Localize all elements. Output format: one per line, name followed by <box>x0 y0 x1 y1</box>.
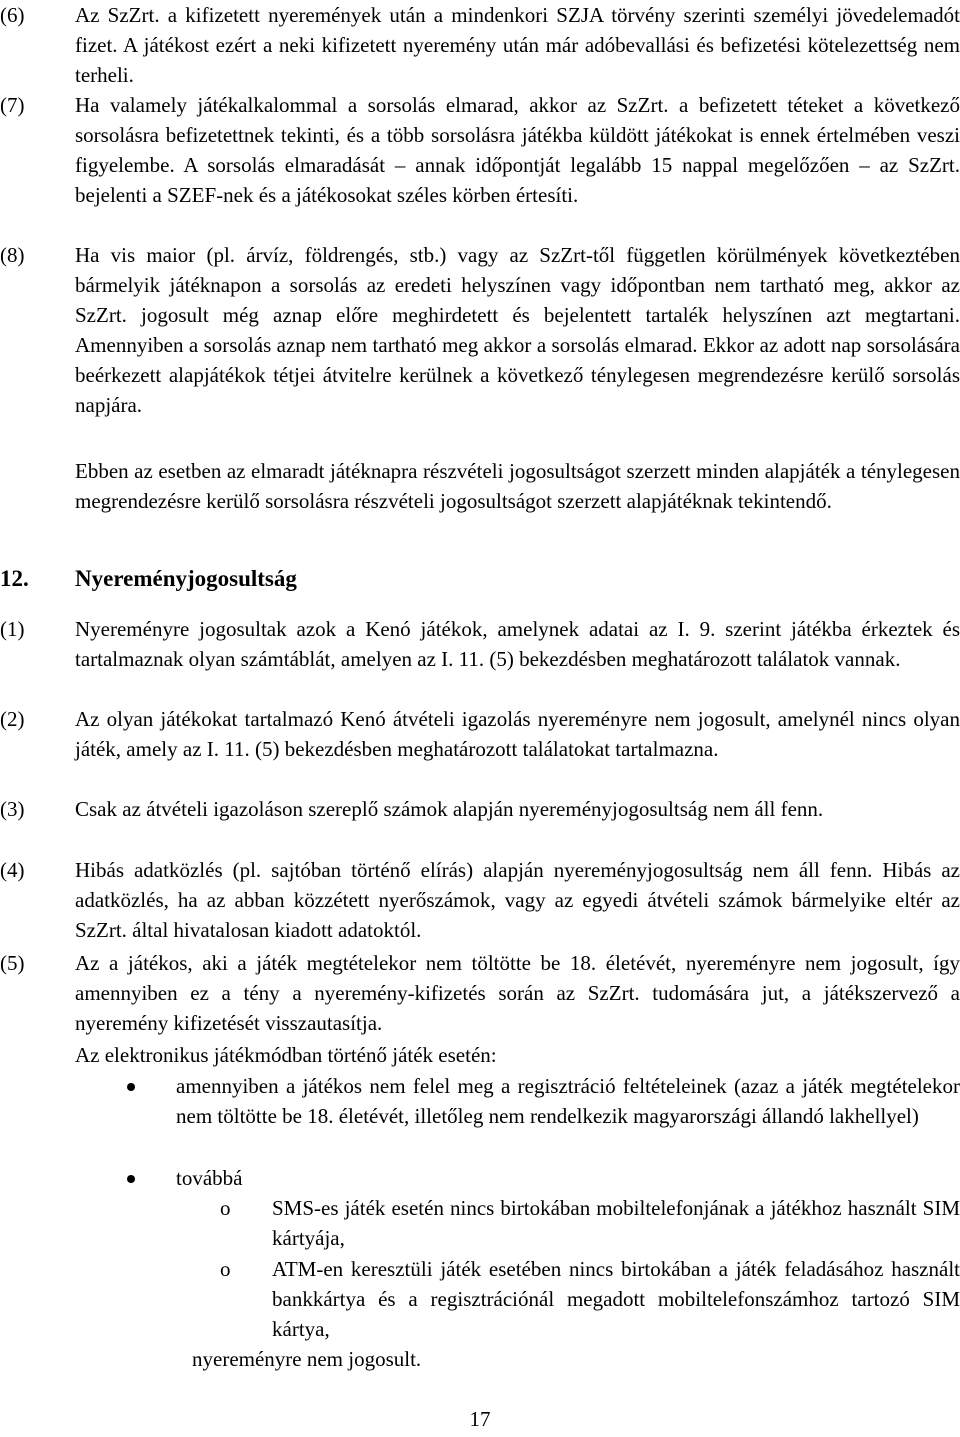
paragraph-6 <box>0 0 960 90</box>
section-paragraph-2 <box>0 704 960 764</box>
bullet-text: amennyiben a játékos nem felel meg a regisztráció feltételeinek (azaz a játék megtételekor nem töltötte be 18. életévét, illetőleg nem rendelkezik magyarországi állandó lakhellyel) <box>176 1074 960 1128</box>
paragraph-text: Az SzZrt. a kifizetett nyeremények után a mindenkori SZJA törvény szerinti személyi jövedelemadót fizet. A játékost ezért a neki kifizetett nyeremény után már adóbevallási és befizetési kötelezettség nem terheli. <box>75 3 960 87</box>
section-paragraph-3 <box>0 794 960 824</box>
paragraph-text: Hibás adatközlés (pl. sajtóban történő elírás) alapján nyereményjogosultság nem áll fenn. Hibás az adatközlés, ha az abban közzétett nyerőszámok, vagy az egyedi átvételi számok bármelyike eltér az SzZrt. által hivatalosan kiadott adatoktól. <box>75 858 960 942</box>
sub-list-marker: o <box>220 1196 231 1220</box>
paragraph-number: (4) <box>0 858 25 882</box>
sub-list-item <box>0 1193 960 1253</box>
paragraph-text: Ha valamely játékalkalommal a sorsolás elmarad, akkor az SzZrt. a befizetett téteket a következő sorsolásra befizetettnek tekinti, és a több sorsolásra játékba küldött játékokat is ennek értelmében veszi figyelembe. A sorsolás elmaradását – annak időpontját legalább 15 nappal megelőzően – az SzZrt. bejelenti a SZEF-nek és a játékosokat széles körben értesíti. <box>75 93 960 207</box>
bullet-icon <box>127 1175 135 1183</box>
bullet-icon <box>127 1083 135 1091</box>
bullet-text: továbbá <box>176 1166 243 1190</box>
sub-list-text: SMS-es játék esetén nincs birtokában mobiltelefonjának a játékhoz használt SIM kártyája, <box>272 1196 960 1250</box>
bullet-item <box>0 1163 960 1193</box>
paragraph-number: (7) <box>0 93 25 117</box>
sub-list-marker: o <box>220 1257 231 1281</box>
paragraph-text: Csak az átvételi igazoláson szereplő számok alapján nyereményjogosultság nem áll fenn. <box>75 797 824 821</box>
paragraph-number: (5) <box>0 951 25 975</box>
section-number: 12. <box>0 566 29 591</box>
paragraph-number: (2) <box>0 707 25 731</box>
paragraph-7 <box>0 90 960 210</box>
sub-list-text: ATM-en keresztüli játék esetében nincs birtokában a játék feladásához használt bankkártya és a regisztrációnál megadott mobiltelefonszámhoz tartozó SIM kártya, <box>272 1257 960 1341</box>
section-paragraph-4 <box>0 855 960 945</box>
paragraph-text: Az a játékos, aki a játék megtételekor nem töltötte be 18. életévét, nyereményre nem jogosult, így amennyiben ez a tény a nyeremény-kifizetés során az SzZrt. tudomására jut, a játékszervező a nyeremény kifizetését visszautasítja. <box>75 951 960 1035</box>
paragraph-8-continuation <box>0 456 960 516</box>
paragraph-number: (3) <box>0 797 25 821</box>
section-paragraph-5 <box>0 948 960 1038</box>
bullet-item <box>0 1071 960 1131</box>
sub-list-item <box>0 1254 960 1344</box>
paragraph-number: (8) <box>0 243 25 267</box>
paragraph-text: Ha vis maior (pl. árvíz, földrengés, stb.) vagy az SzZrt-től független körülmények következtében bármelyik játéknapon a sorsolás az eredeti helyszínen vagy időpontban nem tartható meg, akkor az SzZrt. jogosult még aznap előre meghirdetett és bejelentett tartalék helyszínen azt megtartani. Amennyiben a sorsolás aznap nem tartható meg akkor a sorsolás elmarad. Ekkor az adott nap sorsolására beérkezett alapjátékok tétjei átvitelre kerülnek a következő ténylegesen megrendezésre kerülő sorsolás napjára. <box>75 243 960 417</box>
paragraph-number: (6) <box>0 3 25 27</box>
paragraph-number: (1) <box>0 617 25 641</box>
paragraph-text: Ebben az esetben az elmaradt játéknapra részvételi jogosultságot szerzett minden alapjáték a ténylegesen megrendezésre kerülő sorsolásra részvételi jogosultságot szerzett alapjátéknak tekintendő. <box>75 459 960 513</box>
paragraph-text: Az olyan játékokat tartalmazó Kenó átvételi igazolás nyereményre nem jogosult, amelynél nincs olyan játék, amely az I. 11. (5) bekezdésben meghatározott találatokat tartalmazna. <box>75 707 960 761</box>
page-number: 17 <box>469 1407 491 1431</box>
section-paragraph-1 <box>0 614 960 674</box>
section-title: Nyereményjogosultság <box>75 566 297 591</box>
lead-text: Az elektronikus játékmódban történő játék esetén: <box>75 1043 497 1067</box>
closing-text: nyereményre nem jogosult. <box>192 1347 422 1371</box>
paragraph-text: Nyereményre jogosultak azok a Kenó játékok, amelynek adatai az I. 9. szerint játékba érkeztek és tartalmaznak olyan számtáblát, amelyen az I. 11. (5) bekezdésben meghatározott találatok vannak. <box>75 617 960 671</box>
paragraph-8 <box>0 240 960 420</box>
